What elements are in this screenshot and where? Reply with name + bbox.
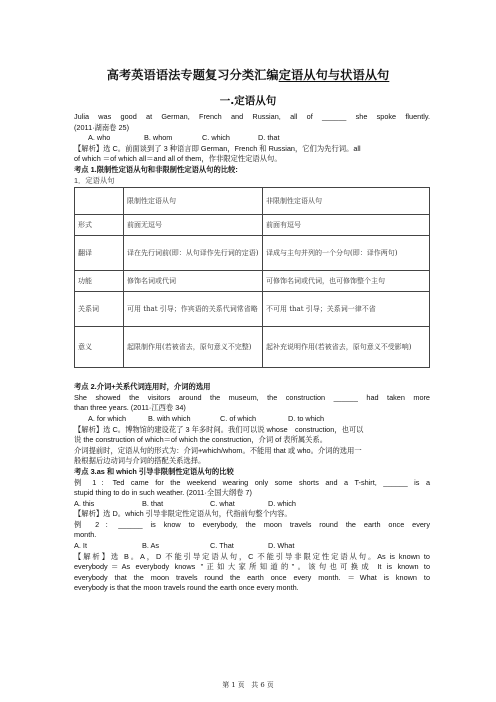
comparison-table (74, 187, 430, 368)
q4-options (74, 541, 430, 552)
table-cell: 不可用 that 引导；关系词一律不省 (263, 292, 430, 327)
q4-stem-line1: 例 2：______ is know to everybody, the moon travels round the earth once every (74, 519, 430, 529)
q2-stem-line1: She showed the visitors around the museum, the construction ______ had taken more (74, 392, 430, 402)
q4-analysis-line4: everybody is that the moon travels round the earth once every month. (74, 583, 299, 593)
section-heading: 一.定语从句 (219, 95, 277, 107)
q1-option-a: A. who (88, 133, 111, 143)
table-cell: 起补充说明作用(若被省去，原句意义不受影响) (263, 327, 430, 368)
q1-option-b: B. whom (144, 133, 173, 143)
q1-stem-line1: Julia was good at German, French and Russian, all of ______ she spoke fluently. (74, 112, 430, 121)
table-row (75, 292, 430, 327)
table-row (75, 215, 430, 236)
q3-stem-line2: stupid thing to do in such weather. (2011·全国大纲卷 7) (74, 488, 252, 498)
title-underlined: 定语从句与状语从句 (278, 68, 390, 82)
q1-analysis-line1: 【解析】选 C。前面谈到了 3 种语言即 German，French 和 Russian，它们为先行词。all (74, 143, 361, 153)
title-prefix: 高考英语语法专题复习分类汇编 (106, 68, 279, 82)
point2-heading: 考点 2.介词+关系代词连用时，介词的选用 (74, 382, 211, 392)
table-cell: 形式 (75, 215, 124, 236)
table-cell: 功能 (75, 271, 124, 292)
table-cell (75, 188, 124, 215)
q4-option-b: B. As (142, 541, 160, 551)
q2-option-c: C. of which (220, 413, 257, 423)
q3-option-b: B. that (142, 498, 164, 508)
q2-note-line2: 般根据后边动词与介词的搭配关系选择。 (74, 456, 206, 466)
table-cell: 译在先行词前(即：从句译作先行词的定语) (124, 236, 263, 271)
q1-options (74, 133, 430, 144)
q3-analysis: 【解析】选 D。which 引导非限定性定语从句，代指前句整个内容。 (74, 509, 292, 519)
table-cell: 修饰名词或代词 (124, 271, 263, 292)
q4-option-a: A. It (74, 541, 87, 551)
q4-analysis-line2: everybody＝As everybody knows "正如大家所知道的"。该句也可换成 It is known to (74, 562, 430, 572)
q3-options (74, 499, 430, 510)
table-cell: 前面有逗号 (263, 215, 430, 236)
q1-option-c: C. which (202, 133, 230, 143)
table-row (75, 236, 430, 271)
table-cell: 非限制性定语从句 (263, 188, 430, 215)
q4-analysis-line1: 【解析】选 B。A，D 不能引导定语从句，C 不能引导非限定性定语从句。As is known to (74, 551, 430, 561)
document-body (74, 112, 430, 594)
q4-analysis-line3: everybody that the moon travels round the earth once every month. ＝What is known to (74, 572, 430, 582)
q3-stem-line1: 例 1：Ted came for the weekend wearing only some shorts and a T-shirt, ______ is a (74, 477, 430, 487)
table-cell: 前面无逗号 (124, 215, 263, 236)
point1-heading: 考点 1.限制性定语从句和非限制性定语从句的比较: (74, 164, 238, 174)
point3-heading: 考点 3.as 和 which 引导非限制性定语从句的比较 (74, 466, 234, 476)
q2-option-a: A. for which (88, 413, 127, 423)
table-cell: 可修饰名词或代词，也可修饰整个主句 (263, 271, 430, 292)
point1-subheading: 1．定语从句 (74, 175, 115, 185)
table-cell: 限制性定语从句 (124, 188, 263, 215)
q3-option-c: C. what (210, 498, 235, 508)
page-footer: 第 1 页 共 6 页 (222, 681, 274, 689)
q2-analysis-line2: 说 the construction of which＝of which the construction，介词 of 表所属关系。 (74, 435, 328, 445)
q2-option-b: B. with which (148, 413, 191, 423)
q4-stem-line2: month. (74, 530, 97, 540)
q4-option-c: C. That (210, 541, 234, 551)
table-cell: 翻译 (75, 236, 124, 271)
q1-stem-line2: (2011·湖南卷 25) (74, 122, 130, 132)
q4-option-d: D. What (268, 541, 295, 551)
page-title (0, 66, 496, 83)
q1-option-d: D. that (258, 133, 280, 143)
q2-option-d: D. to which (288, 413, 325, 423)
table-cell: 意义 (75, 327, 124, 368)
table-cell: 译成与主句并列的一个分句(即：译作两句) (263, 236, 430, 271)
table-cell: 可用 that 引导；作宾语的关系代词常省略 (124, 292, 263, 327)
table-cell: 关系词 (75, 292, 124, 327)
table-cell: 起限制作用(若被省去，原句意义不完整) (124, 327, 263, 368)
q2-note-line1: 介词提前时，定语从句的形式为：介词+which/whom。不能用 that 或 who。介词的选用一 (74, 445, 362, 455)
q1-analysis-line2: of which ＝of which all＝and all of them，作非限定性定语从句。 (74, 154, 282, 164)
q3-option-d: D. which (268, 498, 296, 508)
q3-option-a: A. this (74, 498, 95, 508)
q2-options (74, 414, 430, 425)
table-row (75, 271, 430, 292)
table-row (75, 327, 430, 368)
q2-analysis-line1: 【解析】选 C。博物馆的建设花了 3 年多时间。我们可以说 whose construction，也可以 (74, 424, 364, 434)
table-row (75, 188, 430, 215)
q2-stem-line2: than three years. (2011·江西卷 34) (74, 403, 186, 413)
